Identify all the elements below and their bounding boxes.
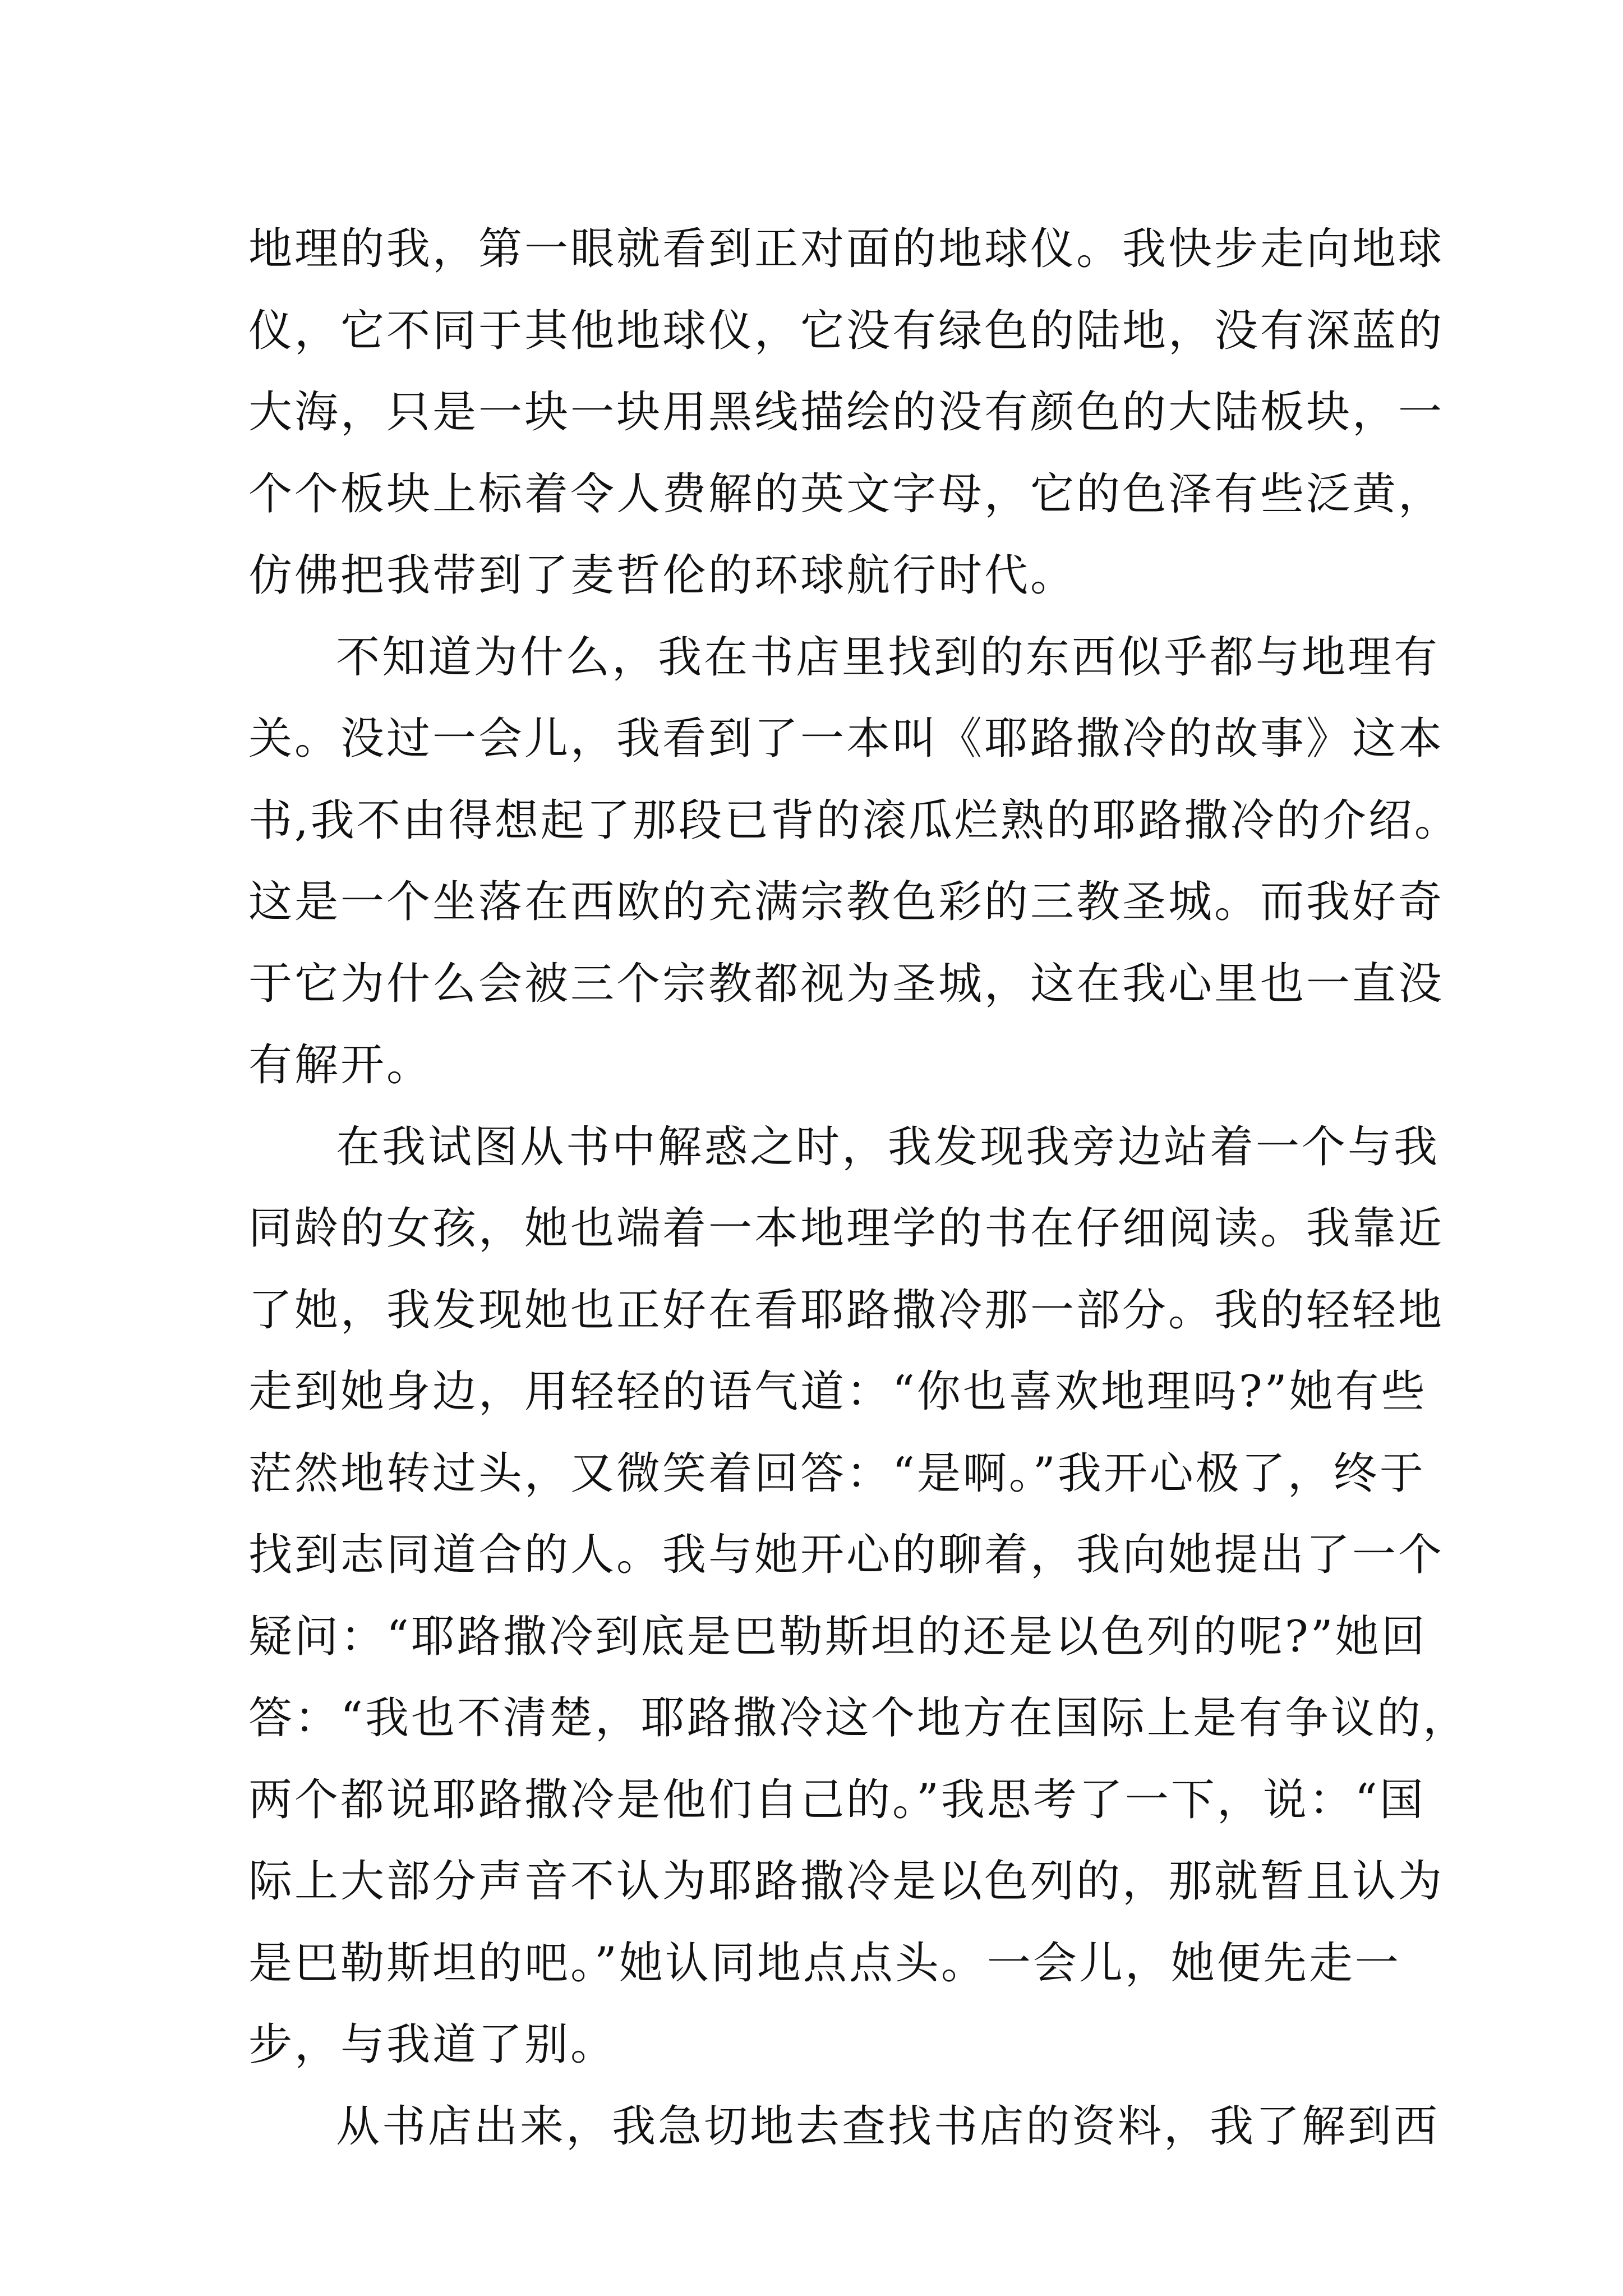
text-line: 个个板块上标着令人费解的英文字母，它的色泽有些泛黄， (248, 468, 1445, 519)
text-line: 答：“我也不清楚，耶路撒冷这个地方在国际上是有争议的， (248, 1693, 1469, 1743)
text-line: 仪，它不同于其他地球仪，它没有绿色的陆地，没有深蓝的 (248, 305, 1445, 356)
text-line: 这是一个坐落在西欧的充满宗教色彩的三教圣城。而我好奇 (248, 877, 1445, 927)
text-line: 步，与我道了别。 (248, 2019, 617, 2070)
text-line: 地理的我，第一眼就看到正对面的地球仪。我快步走向地球 (248, 224, 1445, 274)
text-line: 关。没过一会儿，我看到了一本叫《耶路撒冷的故事》这本 (248, 714, 1445, 764)
text-line: 不知道为什么，我在书店里找到的东西似乎都与地理有 (336, 632, 1440, 683)
text-line: 际上大部分声音不认为耶路撒冷是以色列的，那就暂且认为 (248, 1856, 1445, 1907)
text-line: 于它为什么会被三个宗教都视为圣城，这在我心里也一直没 (248, 958, 1445, 1009)
text-line: 疑问：“耶路撒冷到底是巴勒斯坦的还是以色列的呢?”她回 (248, 1611, 1427, 1662)
text-line: 两个都说耶路撒冷是他们自己的。”我思考了一下，说：“国 (248, 1774, 1426, 1825)
text-line: 大海，只是一块一块用黑线描绘的没有颜色的大陆板块，一 (248, 387, 1445, 438)
body-text (248, 209, 1469, 2168)
text-line: 找到志同道合的人。我与她开心的聊着，我向她提出了一个 (248, 1530, 1445, 1580)
text-line: 茫然地转过头，又微笑着回答：“是啊。”我开心极了，终于 (248, 1448, 1426, 1499)
text-line: 书,我不由得想起了那段已背的滚瓜烂熟的耶路撒冷的介绍。 (248, 795, 1460, 846)
text-line: 从书店出来，我急切地去查找书店的资料，我了解到西 (336, 2101, 1440, 2152)
text-line: 走到她身边，用轻轻的语气道：“你也喜欢地理吗?”她有些 (248, 1366, 1427, 1417)
text-line: 有解开。 (248, 1040, 433, 1091)
text-line: 是巴勒斯坦的吧。”她认同地点点头。一会儿，她便先走一 (248, 1938, 1401, 1989)
text-line: 仿佛把我带到了麦哲伦的环球航行时代。 (248, 550, 1077, 601)
text-line: 了她，我发现她也正好在看耶路撒冷那一部分。我的轻轻地 (248, 1285, 1445, 1336)
text-line: 在我试图从书中解惑之时，我发现我旁边站着一个与我 (336, 1121, 1440, 1172)
text-line: 同龄的女孩，她也端着一本地理学的书在仔细阅读。我靠近 (248, 1203, 1445, 1254)
